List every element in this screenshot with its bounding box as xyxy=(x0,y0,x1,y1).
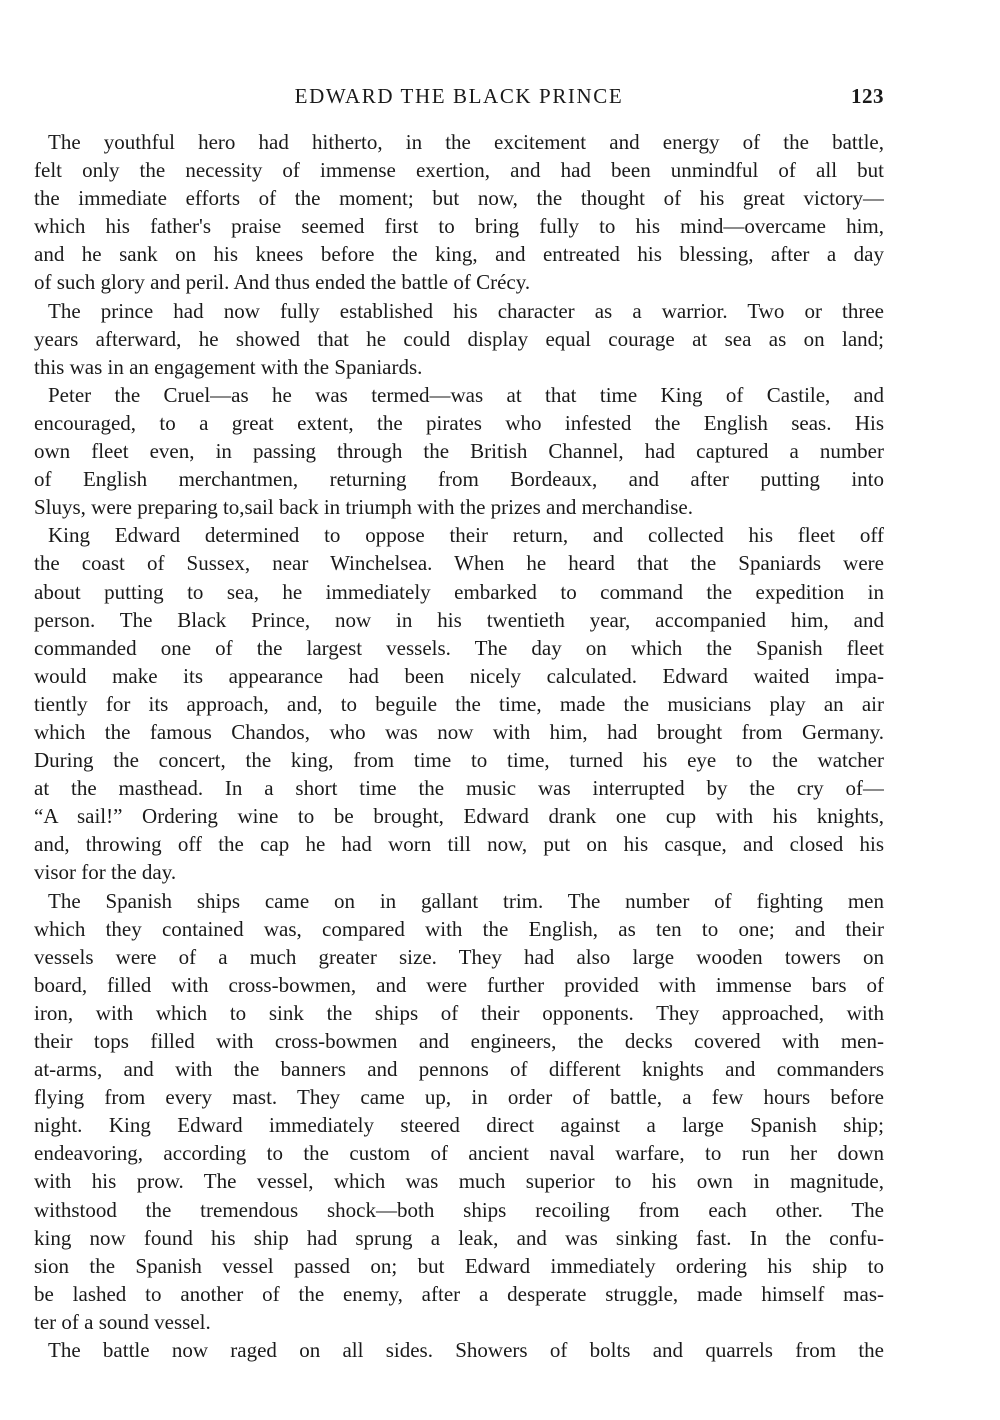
running-head xyxy=(34,80,884,114)
text-line: king now found his ship had sprung a leak, and was sinking fast. In the confu- xyxy=(34,1225,884,1250)
paragraph xyxy=(34,1336,884,1364)
book-page xyxy=(34,80,884,1364)
text-line: visor for the day. xyxy=(34,860,177,885)
text-line: this was in an engagement with the Spaniards. xyxy=(34,354,423,379)
text-line: vessels were of a much greater size. They had also large wooden towers on xyxy=(34,944,884,969)
text-line: The Spanish ships came on in gallant trim. The number of fighting men xyxy=(48,888,884,913)
text-line: be lashed to another of the enemy, after a desperate struggle, made himself mas- xyxy=(34,1281,884,1306)
text-line: with his prow. The vessel, which was much superior to his own in magnitude, xyxy=(34,1169,884,1194)
text-line: Peter the Cruel—as he was termed—was at that time King of Castile, and xyxy=(48,382,884,407)
body-text xyxy=(34,128,884,1364)
text-line: about putting to sea, he immediately embarked to command the expedition in xyxy=(34,579,884,604)
paragraph xyxy=(34,297,884,381)
text-line: The youthful hero had hitherto, in the excitement and energy of the battle, xyxy=(48,130,884,154)
text-line: encouraged, to a great extent, the pirates who infested the English seas. His xyxy=(34,410,884,435)
text-line: the coast of Sussex, near Winchelsea. When he heard that the Spaniards were xyxy=(34,551,884,576)
paragraph xyxy=(34,887,884,1337)
text-line: their tops filled with cross-bowmen and engineers, the decks covered with men- xyxy=(34,1029,884,1053)
text-line: and he sank on his knees before the king, and entreated his blessing, after a day xyxy=(34,242,884,267)
page-number: 123 xyxy=(851,84,884,108)
text-line: Sluys, were preparing to,sail back in triumph with the prizes and merchandise. xyxy=(34,495,693,520)
text-line: endeavoring, according to the custom of ancient naval warfare, to run her down xyxy=(34,1141,884,1166)
text-line: which his father's praise seemed first to bring fully to his mind—overcame him, xyxy=(34,214,884,239)
text-line: and, throwing off the cap he had worn till now, put on his casque, and closed his xyxy=(34,832,884,857)
text-line: years afterward, he showed that he could display equal courage at sea as on land; xyxy=(34,326,884,351)
text-line: ter of a sound vessel. xyxy=(34,1309,211,1334)
text-line: the immediate efforts of the moment; but now, the thought of his great victory— xyxy=(34,186,884,211)
text-line: own fleet even, in passing through the British Channel, had captured a number xyxy=(34,439,884,464)
text-line: of such glory and peril. And thus ended the battle of Crécy. xyxy=(34,270,531,295)
text-line: “A sail!” Ordering wine to be brought, Edward drank one cup with his knights, xyxy=(34,804,884,829)
text-line: at the masthead. In a short time the music was interrupted by the cry of— xyxy=(34,776,884,801)
text-line: flying from every mast. They came up, in order of battle, a few hours before xyxy=(34,1085,884,1110)
text-line: at-arms, and with the banners and pennons of different knights and commanders xyxy=(34,1057,884,1082)
text-line: which they contained was, compared with the English, as ten to one; and their xyxy=(34,916,884,941)
text-line: iron, with which to sink the ships of their opponents. They approached, with xyxy=(34,1000,884,1025)
text-line: withstood the tremendous shock—both ships recoiling from each other. The xyxy=(34,1197,884,1222)
paragraph xyxy=(34,521,884,886)
text-line: During the concert, the king, from time to time, turned his eye to the watcher xyxy=(34,748,884,773)
text-line: which the famous Chandos, who was now with him, had brought from Germany. xyxy=(34,719,884,744)
text-line: felt only the necessity of immense exertion, and had been unmindful of all but xyxy=(34,158,884,183)
text-line: would make its appearance had been nicely calculated. Edward waited impa- xyxy=(34,663,884,688)
running-title: EDWARD THE BLACK PRINCE xyxy=(294,84,624,108)
text-line: board, filled with cross-bowmen, and were further provided with immense bars of xyxy=(34,972,884,997)
text-line: of English merchantmen, returning from Bordeaux, and after putting into xyxy=(34,467,884,492)
text-line: person. The Black Prince, now in his twentieth year, accompanied him, and xyxy=(34,607,884,632)
text-line: night. King Edward immediately steered direct against a large Spanish ship; xyxy=(34,1113,884,1138)
text-line: commanded one of the largest vessels. The day on which the Spanish fleet xyxy=(34,635,884,660)
text-line: sion the Spanish vessel passed on; but Edward immediately ordering his ship to xyxy=(34,1253,884,1278)
paragraph xyxy=(34,128,884,297)
text-line: tiently for its approach, and, to beguile the time, made the musicians play an air xyxy=(34,691,884,716)
text-line: The battle now raged on all sides. Showers of bolts and quarrels from the xyxy=(48,1338,884,1363)
text-line: King Edward determined to oppose their return, and collected his fleet off xyxy=(48,523,884,548)
paragraph xyxy=(34,381,884,521)
text-line: The prince had now fully established his character as a warrior. Two or three xyxy=(48,298,884,323)
